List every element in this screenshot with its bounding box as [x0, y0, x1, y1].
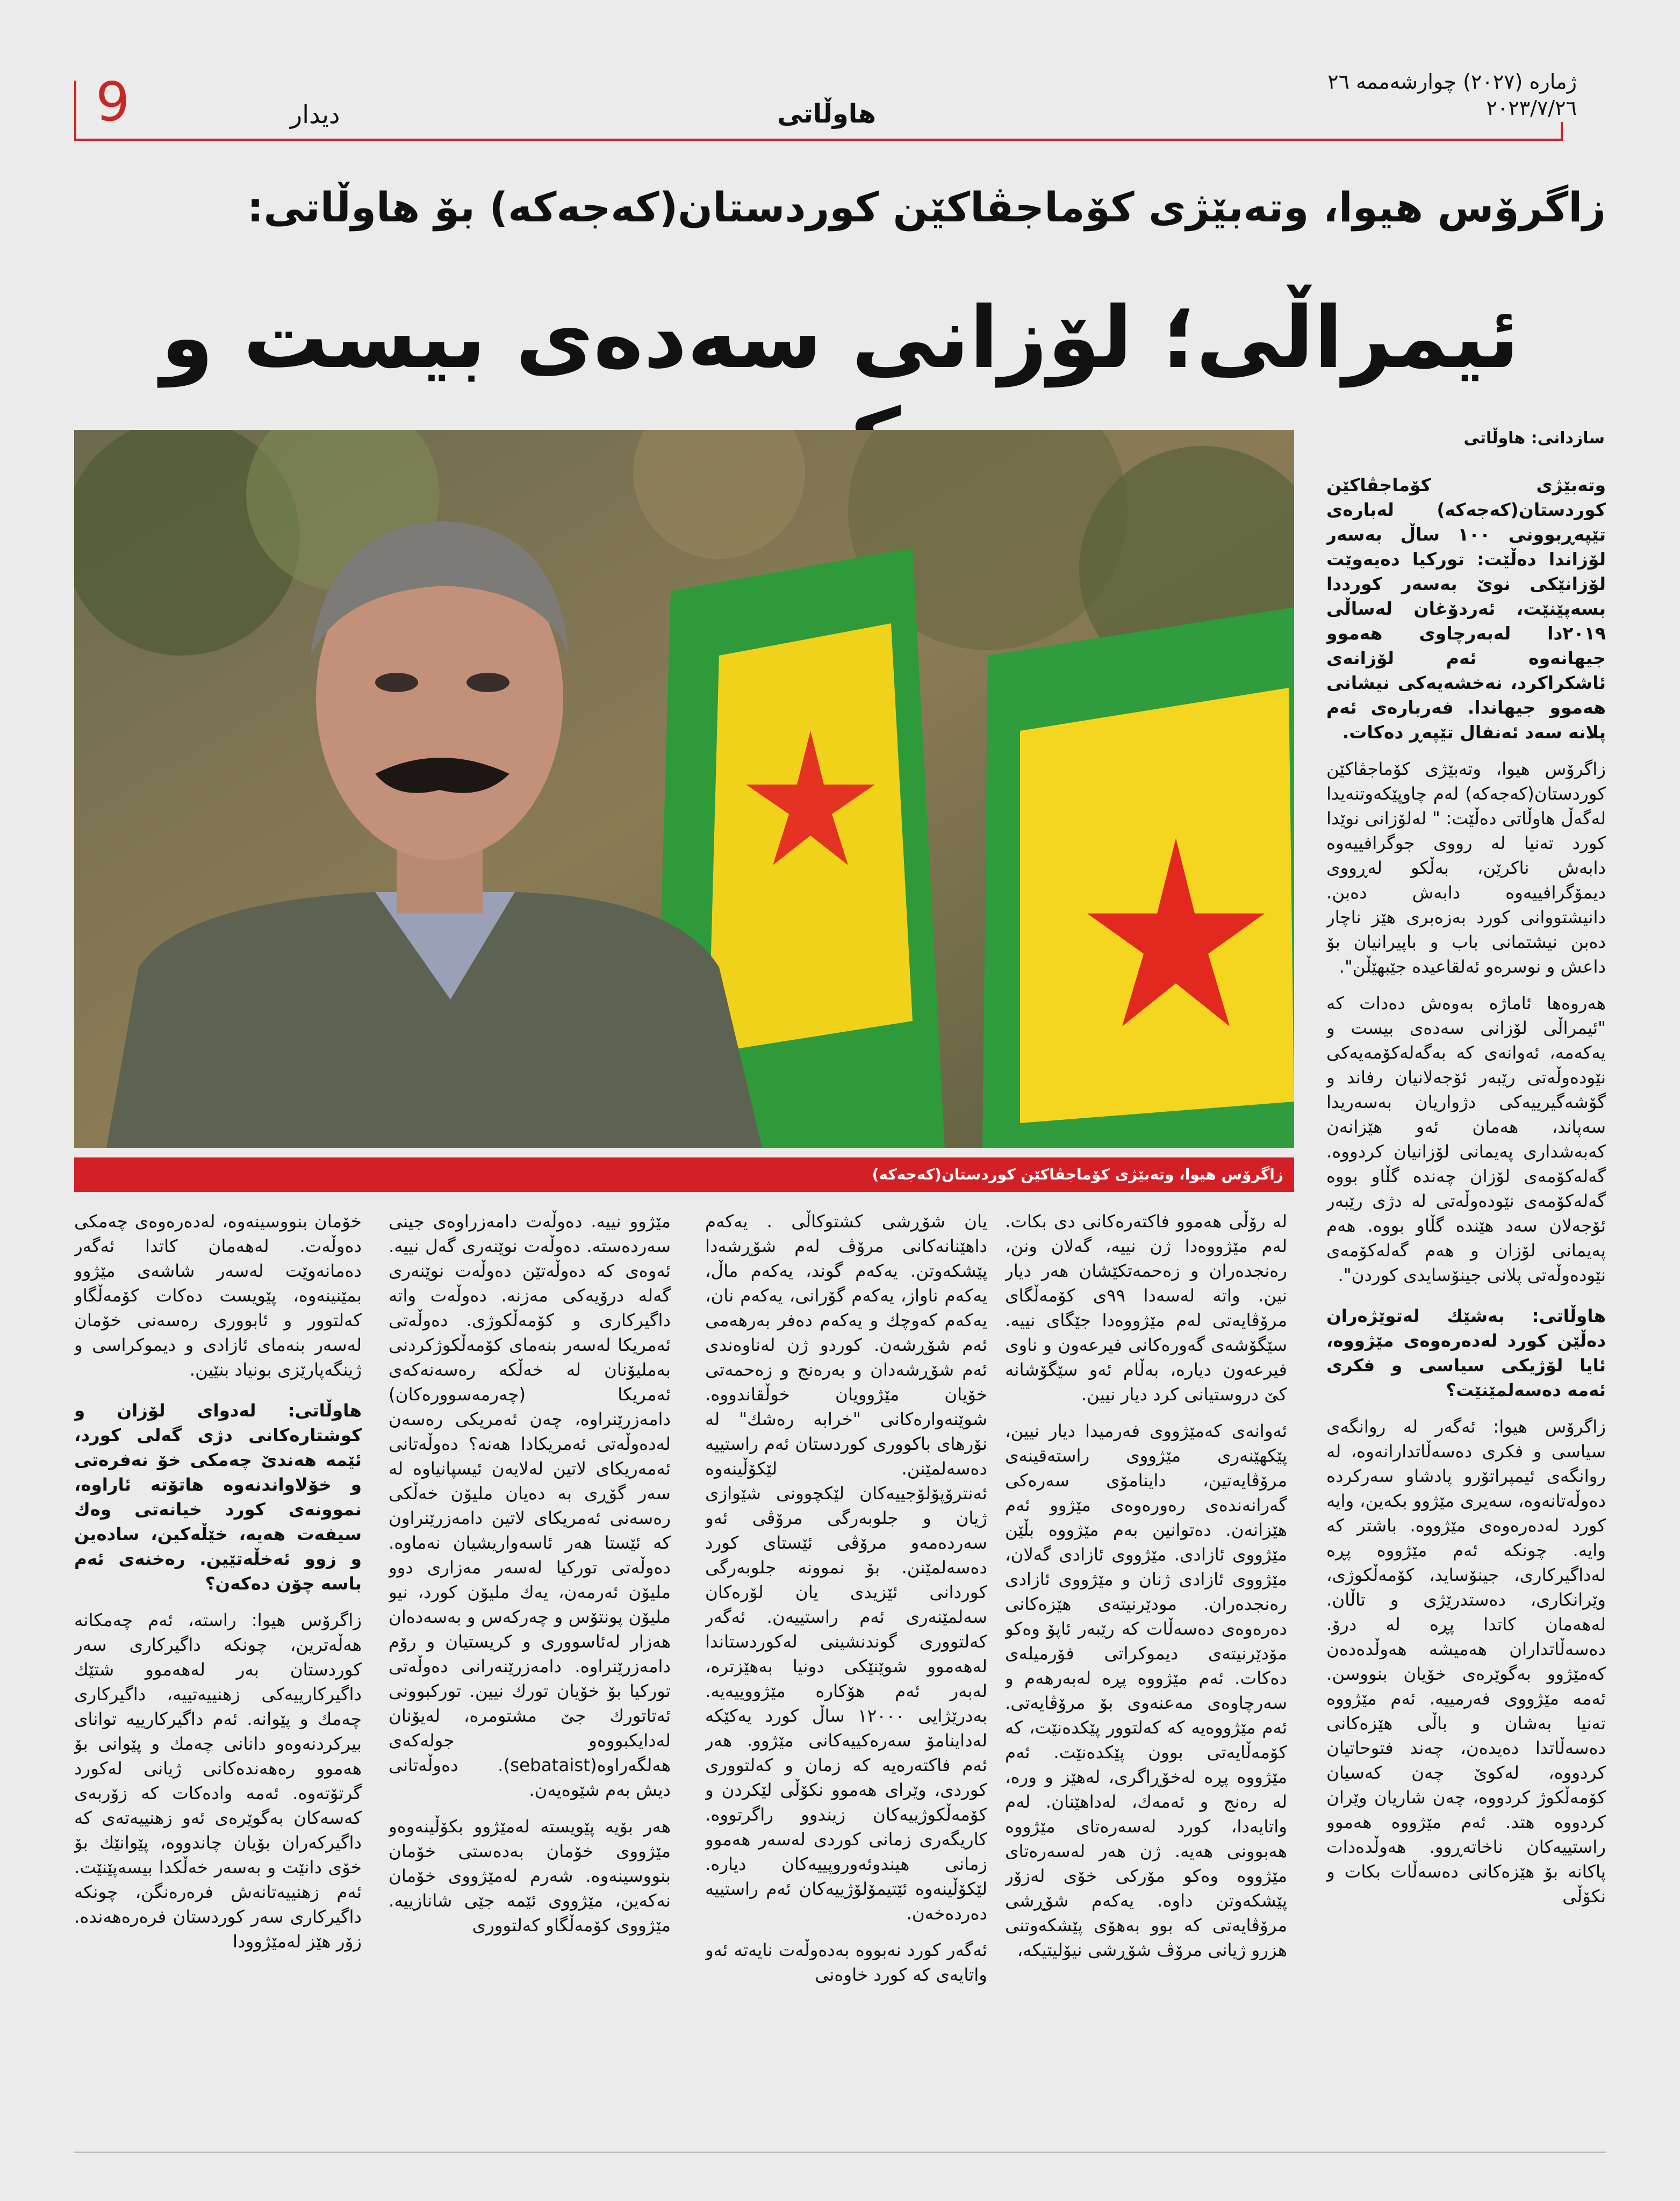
- paragraph: ئه‌گه‌ر كورد نه‌بووه‌ به‌ده‌وڵه‌ت نایه‌ته‌ ئه‌و واتایه‌ی كه‌ كورد خاوه‌نی: [705, 1940, 987, 1985]
- text-column-3: [389, 1209, 671, 2063]
- newspaper-logo: هاوڵاتی: [777, 99, 876, 129]
- photo-caption: زاگرۆس هیوا، وته‌بێژی کۆماجڤاکێن کوردستان(که‌جه‌که): [74, 1157, 1294, 1192]
- paragraph: مێژوو نییه‌. ده‌وڵه‌ت دامه‌زراوه‌ی جینی سه‌رده‌سته‌. ده‌وڵه‌ت نوێنه‌ری گه‌ل نییه‌. ئه‌وه‌ی كه‌ ده‌وڵه‌تێن ده‌وڵه‌ت نوێنه‌ری گه‌له‌ درۆیه‌كی مه‌زنه‌. ده‌وڵه‌ت واته‌ داگیركاری و كۆمه‌ڵكوژی. ده‌وڵه‌تی ئه‌مریكا له‌سه‌ر بنه‌مای كۆمه‌ڵكوژكردنی به‌ملیۆنان له‌ خه‌ڵكه‌ ره‌سه‌نه‌كه‌ی ئه‌مریكا (چه‌رمه‌سووره‌كان) دامه‌زرێنراوه‌، چه‌ن ئه‌مریكی ره‌سه‌ن له‌ده‌وڵه‌تی ئه‌مریكادا هه‌نه‌؟ ده‌وڵه‌تانی ئه‌مه‌ریكای لاتین له‌لایه‌ن ئیسپانیاوه‌ له‌ سه‌ر گۆڕی به‌ ده‌یان ملیۆن خه‌ڵكی ره‌سه‌نی ئه‌مریكای لاتین دامه‌زرێنراون كه‌ ئێستا هه‌ر ئاسه‌واریشیان نه‌ماوه‌. ده‌وڵه‌تی توركیا له‌سه‌ر مه‌زاری دوو ملیۆن ئه‌رمه‌ن، یه‌ك ملیۆن كورد، نیو ملیۆن پونتۆس و چه‌ركه‌س و به‌سه‌ده‌ان هه‌زار له‌ئاسووری و كریستیان و رۆم دامه‌زرێنراوه‌. دامه‌زرێنه‌رانی ده‌وڵه‌تی توركیا بۆ خۆیان تورك نیین. توركبوونی ئه‌تاتورك جێ مشتومره‌، له‌یۆنان له‌دایكبووه‌و جوله‌كه‌ی هه‌لگه‌راوه‌(sebataist). ده‌وڵه‌تانی دیش به‌م شێوه‌یه‌ن.: [389, 1211, 671, 1800]
- kicker-title: زاگرۆس هیوا، وته‌بێژی کۆماجڤاکێن کوردستان(که‌جه‌که) بۆ هاوڵاتی:: [247, 183, 1606, 231]
- issue-line-1: ژماره (٢٠٢٧) چوارشه‌ممه ٢٦: [1327, 70, 1577, 93]
- paragraph: هه‌روه‌ها ئاماژه‌ به‌وه‌ش ده‌دات كه‌ "ئیمراڵی لۆزانی سه‌ده‌ی بیست و یه‌كه‌مه‌، ئه‌وانه‌ی كه‌ به‌گه‌له‌كۆمه‌یه‌كی نێوده‌وڵه‌تی رێبه‌ر ئۆجه‌لانیان رفاند و گۆشه‌گیرییه‌كی دژواریان به‌سه‌ریدا سه‌پاند، هه‌مان ئه‌و هێزانه‌ن كه‌به‌شداری په‌یمانی لۆزانیان كردووه‌. گه‌له‌كۆمه‌ی لۆزان چه‌نده‌ گڵاو بووه‌ گه‌له‌كۆمه‌ی نێوده‌وڵه‌تی له‌ دژی رێبه‌ر ئۆجه‌لان سه‌د هێنده‌ گڵاو بووه‌. هه‌م په‌یمانی لۆزان و هه‌م گه‌له‌كۆمه‌ی نێوده‌وڵه‌تی پلانی جینۆسایدی كوردن".: [1326, 993, 1606, 1285]
- paragraph: ئه‌وانه‌ی كه‌مێژووی فه‌رمیدا دیار نیین، پێكهێنه‌ری مێژووی راسته‌قینه‌ی مرۆڤایه‌تین، داینامۆی سه‌ره‌كی گه‌رانه‌نده‌ی رەوره‌وه‌ی مێژوو ئه‌م هێزانه‌ن. ده‌توانین بەم مێژووه‌ بڵێن مێژووی ئازادی. مێژووی ئازادی گه‌لان، مێژووی ئازادی ژنان و مێژووی ئازادی ره‌نجده‌ران. مودێرنیته‌ی هێزه‌كانی ده‌ره‌وه‌ی ده‌سه‌ڵات كه‌ رێبه‌ر ئاپۆ وه‌كو مۆدێرنیته‌ی دیموكراتی فۆرمیله‌ی ده‌كات. ئه‌م مێژووه‌ پڕه‌ له‌به‌رهه‌م و سه‌رچاوه‌ی مه‌عنه‌وی بۆ مرۆڤایه‌تی. ئه‌م مێژووه‌یه‌ كه‌ كه‌لتوور پێكده‌نێت، كه‌ كۆمه‌ڵایه‌تی بوون پێكده‌نێت. ئه‌م مێژووه‌ پڕه‌ له‌خۆڕاگری، له‌هێز و وره‌، له‌ ره‌نج و ئه‌مه‌ك، له‌داهێنان. له‌م واتایه‌دا، كورد له‌سه‌ره‌تای مێژووه‌ هه‌بوونی هه‌یه‌. ژن هه‌ر له‌سه‌ره‌تای مێژووه‌ وه‌كو مۆركی خۆی له‌زۆر پێشكه‌وتن داوه‌. یه‌كه‌م شۆڕشی مرۆڤایه‌تی كه‌ بوو به‌هۆی پێشكه‌وتنی هزرو ژیانی مرۆڤ شۆڕشی نیۆلیتیكه‌،: [1005, 1421, 1287, 1960]
- paragraph: زاگرۆس هیوا: راسته‌، ئه‌م چه‌مكانه‌ هه‌ڵه‌ترین، چونكه‌ داگیركاری سه‌ر كوردستان به‌ر له‌هه‌موو شتێك داگیركارییه‌كی زهنییه‌تییه‌، داگیركاری چه‌مك و پێوانه‌. ئه‌م داگیركارییه‌ توانای بیركردنه‌وه‌و دانانی چه‌مك و پێوانی بۆ هه‌موو ره‌هه‌نده‌كانی ژیانی له‌كورد گرتۆته‌وه‌. ئه‌مه‌ واده‌كات كه‌ زۆربه‌ی كه‌سه‌كان به‌گوێره‌ی ئه‌و زهنییه‌ته‌ی كه‌ داگیركه‌ران بۆیان چاندووه‌، پێوانێك بۆ خۆی دانێت و به‌سه‌ر خه‌ڵكدا بیسه‌پێنێت. ئه‌م زهنییه‌تانه‌ش فره‌ره‌نگن، چونكه‌ داگیركاری سه‌ر كوردستان فره‌ره‌هه‌نده‌. زۆر هێز له‌مێژوودا: [74, 1610, 362, 1952]
- interview-photo: [74, 430, 1294, 1148]
- paragraph: زاگرۆس هیوا: ئه‌گه‌ر له‌ روانگه‌ی سیاسی و فكری ده‌سه‌ڵاتدارانه‌وه‌، له‌ روانگه‌ی ئیمپراتۆرو پادشاو سه‌ركرده‌ دەوڵەتانه‌وه‌، سه‌یری مێژوو بكه‌ین، وایه‌ كورد له‌ده‌ره‌وه‌ی مێژووه‌. باشتر كه‌ وایه‌. چونكه‌ ئه‌م مێژووه‌ پڕه‌ له‌داگیركاری، جینۆساید، كۆمه‌ڵكوژی، وێرانكاری، ده‌ستدرێژی و تاڵان. له‌هه‌مان كاتدا پڕه‌ له‌ درۆ. ده‌سه‌ڵاتداران هه‌میشه‌ هه‌وڵده‌ده‌ن كه‌مێژوو به‌گوێره‌ی خۆیان بنووسن. ئه‌مه‌ مێژووی فه‌رمییه‌. ئه‌م مێژووه‌ ته‌نیا به‌شان و باڵی هێزه‌كانی ده‌سه‌ڵاتدا ده‌یده‌ن، چه‌ند فتوحاتیان كردووه‌، له‌كوێ چه‌ن كه‌سیان كۆمه‌ڵكوژ كردووه‌، چه‌ن شاریان وێران كردووه‌ هتد. ئه‌م مێژووه‌ هه‌موو راستییه‌كان ناخاته‌ڕوو. هه‌وڵده‌دات پاكانه‌ بۆ هێزه‌كانی ده‌سه‌ڵات بكات و نكۆڵی: [1326, 1416, 1606, 1907]
- paragraph: هه‌ر بۆیه‌ پێویسته‌ له‌مێژوو بكۆڵینه‌وه‌و مێژووی خۆمان به‌ده‌ستی خۆمان بنووسینه‌وه‌. شه‌رم له‌مێژووی خۆمان نه‌كه‌ین، مێژووی ئێمه‌ جێی شانازییه‌. مێژووی كۆمه‌ڵگاو كه‌لتووری: [389, 1816, 671, 1936]
- paragraph: له‌ رۆڵی هه‌موو فاكته‌ره‌كانی دی بكات. له‌م مێژووه‌دا ژن نییه‌، گه‌لان ونن، ره‌نجده‌ران و زه‌حمه‌تكێشان هه‌ر دیار نین. واته‌ له‌سه‌دا ٩٩ی كۆمه‌ڵگای مرۆڤایه‌تی له‌م مێژووه‌دا جێگای نییه‌. سێگۆشه‌ی گه‌وره‌كانی فیرعه‌ون و ناوی فیرعه‌ون دیاره‌، به‌ڵام ئه‌و سێگۆشانه‌ كێ دروستیانی كرد دیار نیین.: [1005, 1211, 1287, 1405]
- issue-info: [1321, 69, 1583, 122]
- text-column-4: [74, 1209, 362, 2063]
- text-column-2: [705, 1209, 987, 2063]
- byline: سازدانی: هاوڵاتی: [1463, 429, 1605, 448]
- interview-question: هاوڵاتی: به‌شێك له‌توێژه‌ران ده‌ڵێن كورد له‌ده‌ره‌وه‌ی مێژووه‌، ئایا لۆژیكی سیاسی و فكری ئه‌مه‌ ده‌سه‌لمێنێت؟: [1326, 1306, 1606, 1400]
- paragraph: خۆمان بنووسینه‌وه‌، له‌ده‌ره‌وه‌ی چه‌مكی ده‌وڵه‌ت. له‌هه‌مان كاتدا ئه‌گه‌ر ده‌مانه‌وێت له‌سه‌ر شاشه‌ی مێژوو بمێنینه‌وه‌، پێویست ده‌كات كۆمه‌ڵگاو كه‌لتوور و ئابووری ره‌سه‌نی خۆمان له‌سه‌ر بنه‌مای ئازادی و دیموكراسی و ژینگه‌پارێزی بونیاد بنێین.: [74, 1211, 362, 1380]
- right-column: [1326, 473, 1606, 2063]
- text-column-1: [1005, 1209, 1287, 2063]
- flag-right: [982, 607, 1294, 1148]
- paragraph: زاگرۆس هیوا، وته‌بێژی كۆماجڤاكێن كوردستان(كه‌جه‌كه) له‌م چاوپێكه‌وتنه‌یدا له‌گه‌ڵ هاوڵاتی ده‌ڵێت: " له‌لۆزانی نوێدا كورد ته‌نیا له‌ رووی جوگرافییه‌وه‌ دابه‌ش ناكرێن، به‌ڵكو له‌ڕووی دیمۆگرافییه‌وه‌ دابه‌ش ده‌بن. دانیشتووانی كورد به‌زه‌بری هێز ناچار ده‌بن نیشتمانی باب و باپیرانیان بۆ داعش و نوسره‌و ئه‌لقاعیده‌ جێبهێڵن".: [1326, 759, 1606, 977]
- lead-paragraph: وته‌بێژی كۆماجڤاكێن كوردستان(كه‌جه‌كه) له‌باره‌ی تێپه‌ڕبوونی ١٠٠ ساڵ به‌سه‌ر لۆزاندا ده‌ڵێت: توركیا ده‌یه‌وێت لۆزانێكی نوێ به‌سه‌ر كورددا بسه‌پێنێت، ئه‌ردۆغان له‌ساڵی ٢٠١٩دا له‌به‌رچاوی هه‌موو جیهانه‌وه‌ ئه‌م لۆزانه‌ی ئاشكراكرد، نه‌خشه‌یه‌كی نیشانی هه‌موو جیهاندا. فه‌رباره‌ی ئه‌م پلانه‌ سه‌د ئه‌نفال تێپه‌ڕ ده‌كات.: [1326, 474, 1606, 743]
- interview-question: هاوڵاتی: له‌دوای لۆزان و كوشتاره‌كانی دژی گه‌لی كورد، ئێمه‌ هه‌ندێ چه‌مكی خۆ نه‌فرەتی و خۆلاواندنه‌وه‌ هاتۆته‌ ئاراوه‌، نموونه‌ی كورد خیانه‌تی وه‌ك سیفه‌ت هه‌یه‌، خێڵه‌كین، ساده‌ین و زوو ئه‌خڵه‌تێین. ره‌خنه‌ی ئه‌م باسه‌ چۆن ده‌كه‌ن؟: [74, 1400, 362, 1594]
- main-headline: ئیمراڵی؛ لۆزانی سه‌ده‌ی بیست و: [161, 289, 1519, 387]
- page-number: 9: [96, 70, 130, 133]
- photo-illustration: [74, 430, 1294, 1148]
- paragraph: یان شۆڕشی كشتوكاڵی . یه‌كه‌م داهێنانه‌كانی مرۆڤ له‌م شۆڕشه‌دا پێشكه‌وتن. یه‌كه‌م گوند، یه‌كه‌م ماڵ، یه‌كه‌م ناواز، یه‌كه‌م گۆرانی، یه‌كه‌م نان، یه‌كه‌م كه‌وچك و یه‌كه‌م ده‌فر به‌رهه‌می ئه‌م شۆڕشه‌ن. كوردو ژن له‌ناوه‌ندی ئه‌م شۆڕشه‌دان و به‌ره‌نج و زه‌حمه‌تی خۆیان مێژوویان خوڵقاندووه‌. شوێنه‌واره‌كانی "خرابه‌ رەشك" له‌ نۆرهای باكووری كوردستان ئه‌م راستییه‌ ده‌سه‌لمێنن. لێكۆڵینه‌وه‌ ئه‌نترۆپۆلۆجییه‌كان لێكچوونی شێوازی ژیان و جلوبه‌رگی مرۆڤی ئه‌و سه‌رده‌مه‌و مرۆڤی ئێستای كورد ده‌سه‌لمێنن. بۆ نموونه‌ جلوبه‌رگی كوردانی ئێزیدی یان لۆره‌كان سه‌لمێنه‌ری ئه‌م راستییه‌ن. ئه‌گه‌ر كه‌لتووری گوندنشینی له‌كوردستاندا له‌هه‌موو شوێنێكی دونیا به‌هێزتره‌، له‌به‌ر ئه‌م هۆكاره‌ مێژووییه‌یه‌. به‌درێژایی ١٢٠٠٠ ساڵ كورد یه‌كێكه‌ له‌داینامۆ سه‌ره‌كییه‌كانی مێژوو. هه‌ر ئه‌م فاكته‌ره‌یه‌ كه‌ زمان و كه‌لتووری كوردی، وێرای هه‌موو نكۆڵی لێكردن و كۆمه‌ڵكوژییه‌كان زیندوو راگرتووه‌. كاریگه‌ری زمانی كوردی له‌سه‌ر هه‌موو زمانی هیندوئه‌وروپییه‌كان دیاره‌. لێكۆڵینه‌وه‌ ئێتیمۆلۆژییه‌كان ئه‌م راستییه‌ ده‌رده‌خه‌ن.: [705, 1211, 987, 1924]
- issue-line-2: ٢٠٢٣/٧/٢٦: [1486, 96, 1577, 120]
- footer-rule: [74, 2152, 1606, 2153]
- section-name: دیدار: [290, 100, 340, 129]
